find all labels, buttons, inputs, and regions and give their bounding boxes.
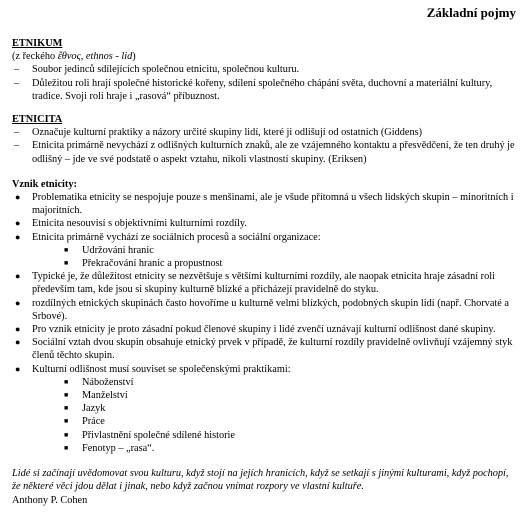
list-item bbox=[12, 217, 518, 230]
square-marker: ■ bbox=[64, 417, 69, 426]
etnicita-list bbox=[12, 126, 518, 166]
list-item-text: Pro vznik etnicity je proto zásadní pokud členové skupiny i lidé zvenčí uznávají kulturní odlišnost dané skupiny. bbox=[32, 324, 496, 336]
section-heading-vznik: Vznik etnicity: bbox=[12, 178, 77, 190]
list-item-text: Problematika etnicity se nespojuje pouze s menšinami, ale je všude přítomná u všech lidských skupin – minoritních i majoritních. bbox=[32, 192, 514, 217]
sub-list-item-text: Fenotyp – „rasa“. bbox=[82, 442, 155, 454]
square-marker: ■ bbox=[64, 259, 69, 268]
list-item bbox=[12, 231, 518, 271]
dash-marker: – bbox=[14, 64, 20, 76]
bullet-marker: ● bbox=[15, 363, 21, 374]
etnikum-list bbox=[12, 63, 518, 103]
square-marker: ■ bbox=[64, 245, 69, 254]
sub-list-item-text: Práce bbox=[82, 416, 105, 428]
page-title: Základní pojmy bbox=[426, 5, 516, 20]
sub-list-item-text: Přivlastnění společné sdílené historie bbox=[82, 429, 235, 441]
list-item bbox=[12, 63, 518, 76]
dash-marker: – bbox=[14, 77, 20, 89]
sub-list-item bbox=[62, 429, 518, 442]
vznik-list bbox=[12, 191, 518, 455]
square-marker: ■ bbox=[64, 443, 69, 452]
quote-text: Lidé si začínají uvědomovat svou kulturu, když stojí na jejích hranicích, když se setkají s jinými kulturami, když pochopí, že některé věci jdou dělat i jinak, nebo když začnou vnímat rozpory ve vlastní kultuře. bbox=[12, 468, 509, 493]
bullet-marker: ● bbox=[15, 218, 21, 229]
sub-list-item bbox=[62, 244, 518, 257]
bullet-marker: ● bbox=[15, 297, 21, 308]
dash-marker: – bbox=[14, 127, 20, 139]
list-item-text: Důležitou roli hrají společné historické kořeny, sdílení společného chápání světa, duchovní a materiální kultury, tradice. Svoji roli hraje i „rasová“ příbuznost. bbox=[32, 77, 493, 102]
sub-list-item bbox=[62, 402, 518, 415]
square-marker: ■ bbox=[64, 430, 69, 439]
square-marker: ■ bbox=[64, 377, 69, 386]
sub-list-item bbox=[62, 376, 518, 389]
list-item bbox=[12, 77, 518, 103]
sub-list bbox=[62, 376, 518, 455]
sub-list-item-text: Náboženství bbox=[82, 376, 134, 388]
sub-list-item-text: Udržování hranic bbox=[82, 244, 154, 256]
list-item bbox=[12, 297, 518, 323]
etnikum-subtitle-suffix: ) bbox=[132, 51, 136, 63]
list-item-text: Etnicita primárně vychází ze sociálních procesů a sociální organizace: bbox=[32, 231, 321, 243]
section-heading-etnicita: ETNICITA bbox=[12, 114, 63, 126]
square-marker: ■ bbox=[64, 404, 69, 413]
etnikum-subtitle-italic: ἔθνος, ethnos - lid bbox=[57, 51, 133, 63]
sub-list-item bbox=[62, 389, 518, 402]
list-item bbox=[12, 126, 518, 139]
list-item bbox=[12, 363, 518, 455]
dash-marker: – bbox=[14, 140, 20, 152]
list-item-text: Sociální vztah dvou skupin obsahuje etnický prvek v případě, že kulturní rozdíly pravidelně ovlivňují vzájemný styk členů těchto skupin. bbox=[32, 337, 513, 362]
list-item bbox=[12, 270, 518, 296]
sub-list-item bbox=[62, 257, 518, 270]
closing-quote bbox=[12, 467, 518, 507]
list-item-text: Kulturní odlišnost musí souviset se společenskými praktikami: bbox=[32, 363, 291, 375]
list-item-text: Soubor jedinců sdílejících společnou etnicitu, společnou kulturu. bbox=[32, 64, 300, 76]
square-marker: ■ bbox=[64, 391, 69, 400]
sub-list-item-text: Jazyk bbox=[82, 403, 106, 415]
document-body bbox=[12, 37, 518, 507]
sub-list-item bbox=[62, 415, 518, 428]
sub-list-item-text: Manželství bbox=[82, 390, 128, 402]
list-item bbox=[12, 191, 518, 217]
bullet-marker: ● bbox=[15, 231, 21, 242]
bullet-marker: ● bbox=[15, 337, 21, 348]
bullet-marker: ● bbox=[15, 192, 21, 203]
list-item-text: Etnicita primárně nevychází z odlišných kulturních znaků, ale ze vzájemného kontaktu a přesvědčení, že ten druhý je odlišný – jde ve své podstatě o aspekt vztahu, nikoli vlastností skupiny. (Eriksen) bbox=[32, 140, 515, 165]
list-item bbox=[12, 323, 518, 336]
sub-list bbox=[62, 244, 518, 270]
section-heading-etnikum: ETNIKUM bbox=[12, 38, 63, 49]
quote-author: Anthony P. Cohen bbox=[12, 494, 88, 506]
etnikum-subtitle-prefix: (z řeckého bbox=[12, 51, 58, 63]
list-item bbox=[12, 336, 518, 362]
sub-list-item bbox=[62, 442, 518, 455]
bullet-marker: ● bbox=[15, 271, 21, 282]
list-item-text: Označuje kulturní praktiky a názory určité skupiny lidí, které ji odlišují od ostatních (Giddens) bbox=[32, 127, 423, 139]
list-item-text: rozdílných etnických skupinách často hovoříme u kulturně velmi blízkých, podobných skupin lidí (např. Chorvaté a Srbové). bbox=[32, 297, 509, 322]
bullet-marker: ● bbox=[15, 324, 21, 335]
list-item-text: Typické je, že důležitost etnicity se nezvětšuje s většími kulturními rozdíly, ale naopak etnicita hraje zásadní roli především tam, kde jsou si skupiny kulturně blízké a přicházejí pravidelně do styku. bbox=[32, 271, 495, 296]
sub-list-item-text: Překračování hranic a propustnost bbox=[82, 258, 223, 270]
etnikum-subtitle bbox=[12, 50, 518, 63]
list-item-text: Etnicita nesouvisí s objektivními kulturními rozdíly. bbox=[32, 218, 247, 230]
list-item bbox=[12, 139, 518, 165]
